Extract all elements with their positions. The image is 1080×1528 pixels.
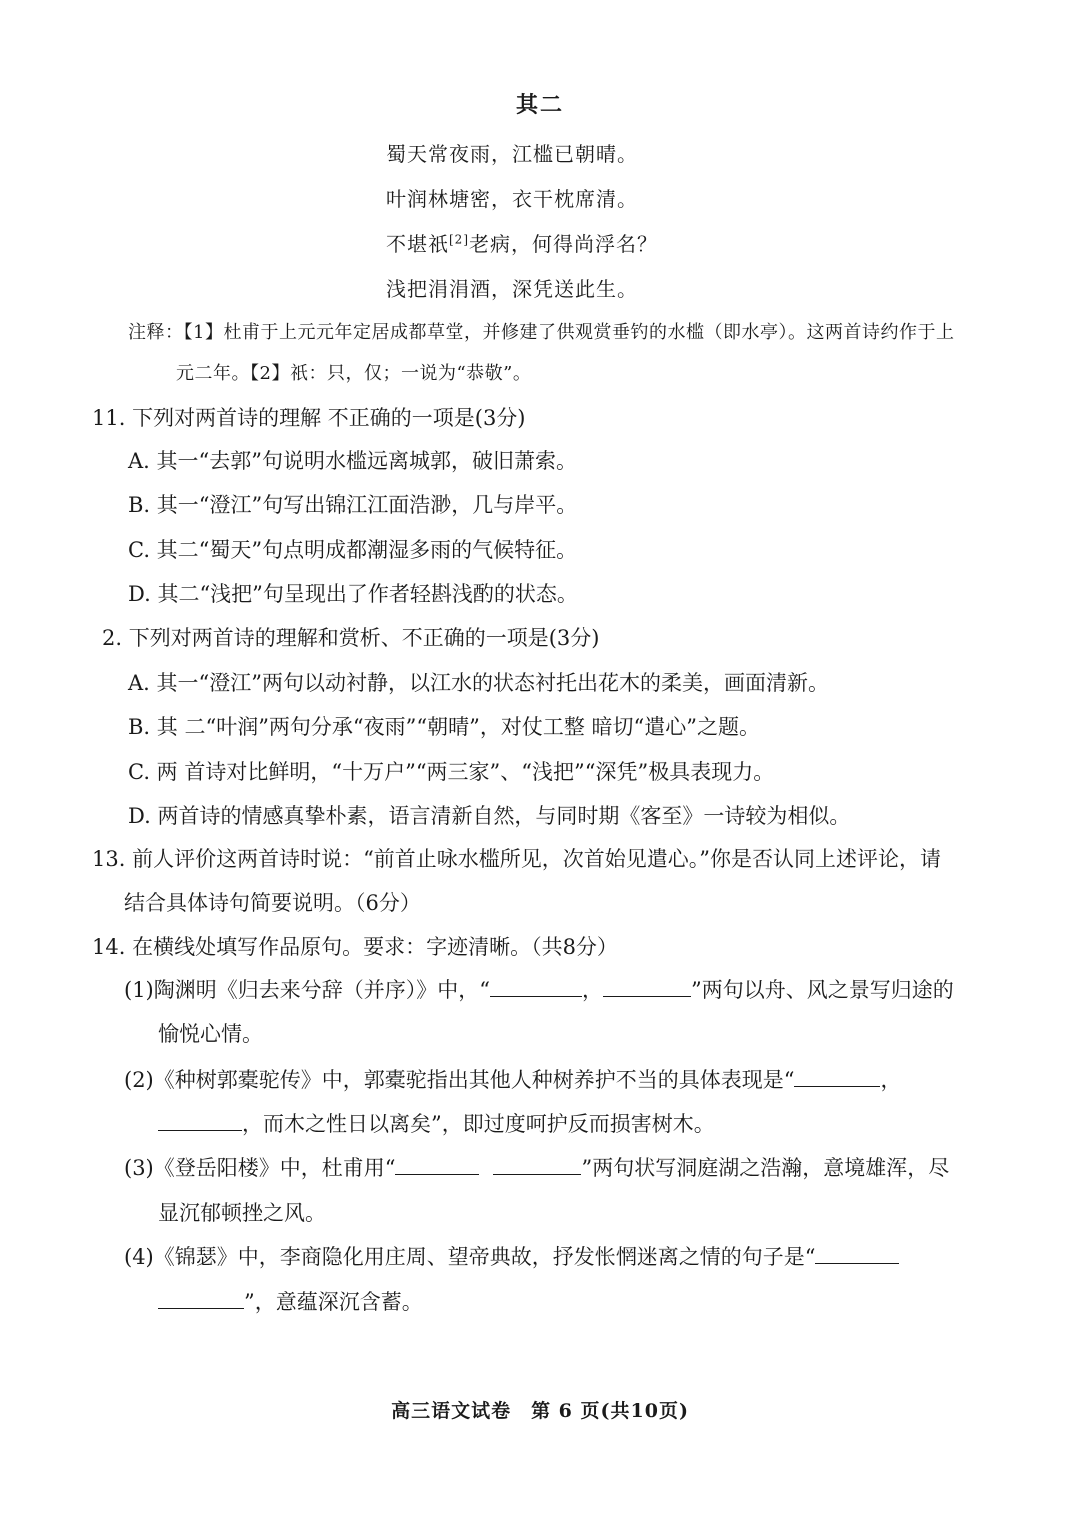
answer-blank[interactable] [493,1156,581,1175]
question-14-stem: 14. 在横线处填写作品原句。要求：字迹清晰。（共8分） [92,935,618,959]
question-13-stem: 结合具体诗句简要说明。（6分） [124,891,421,915]
answer-blank[interactable] [395,1156,479,1175]
question-11-option: B. 其一“澄江”句写出锦江江面浩渺，几与岸平。 [128,493,578,517]
poem-line-text: 老病，何得尚浮名？ [469,232,658,256]
question-12-stem: 2. 下列对两首诗的理解和赏析、不正确的一项是(3分) [102,626,600,650]
question-12-option: D. 两首诗的情感真挚朴素，语言清新自然，与同时期《客至》一诗较为相似。 [128,804,851,828]
question-11-option: D. 其二“浅把”句呈现出了作者轻斟浅酌的状态。 [128,582,578,606]
page-footer: 高三语文试卷 第 6 页(共10页) [391,1400,689,1422]
fill-item-3-cont: 显沉郁顿挫之风。 [158,1201,326,1225]
question-11-option: A. 其一“去郭”句说明水槛远离城郭，破旧萧索。 [128,449,577,473]
poem-line [386,228,658,257]
annotation: 注释：【1】杜甫于上元元年定居成都草堂，并修建了供观赏垂钓的水槛（即水亭）。这两首诗约作于上 [128,322,955,343]
answer-blank[interactable] [815,1245,899,1264]
question-12-option: A. 其一“澄江”两句以动衬静，以江水的状态衬托出花木的柔美，画面清新。 [128,671,829,695]
answer-blank[interactable] [603,978,691,997]
footnote-marker: [2] [449,232,469,247]
fill-item-4-cont [158,1286,423,1316]
fill-text: ”，意蕴深沉含蓄。 [244,1290,423,1314]
fill-text: (4)《锦瑟》中，李商隐化用庄周、望帝典故，抒发怅惘迷离之情的句子是“ [124,1245,816,1269]
question-12-option: C. 两 首诗对比鲜明，“十万户”“两三家”、“浅把”“深凭”极具表现力。 [128,760,775,784]
poem-line: 蜀天常夜雨，江槛已朝晴。 [386,142,638,166]
poem-line: 叶润林塘密，衣干枕席清。 [386,187,638,211]
fill-text: ， [581,978,603,1002]
answer-blank[interactable] [158,1112,242,1131]
answer-blank[interactable] [158,1290,244,1309]
fill-text: ”两句以舟、风之景写归途的 [690,978,954,1002]
fill-text: ”两句状写洞庭湖之浩瀚，意境雄浑，尽 [581,1156,950,1180]
fill-item-2-cont [158,1108,715,1138]
fill-item-3 [124,1152,949,1182]
fill-text: ， [880,1068,902,1092]
fill-item-2 [124,1064,901,1094]
question-13-stem: 13. 前人评价这两首诗时说：“前首止咏水槛所见，次首始见遣心。”你是否认同上述评论，请 [92,847,942,871]
poem-title: 其二 [515,92,564,118]
question-11-option: C. 其二“蜀天”句点明成都潮湿多雨的气候特征。 [128,538,578,562]
question-11-stem: 11. 下列对两首诗的理解 不正确的一项是(3分) [92,406,526,430]
annotation: 元二年。【2】祇：只，仅；一说为“恭敬”。 [176,363,532,384]
answer-blank[interactable] [490,978,582,997]
fill-item-1 [124,974,954,1004]
fill-text: (1)陶渊明《归去来兮辞（并序）》中，“ [124,978,490,1002]
fill-text: (2)《种树郭橐驼传》中，郭橐驼指出其他人种树养护不当的具体表现是“ [124,1068,795,1092]
poem-line-text: 不堪祇 [386,232,449,256]
poem-line: 浅把涓涓酒，深凭送此生。 [386,277,638,301]
answer-blank[interactable] [794,1068,880,1087]
fill-item-4 [124,1241,899,1271]
fill-item-1-cont: 愉悦心情。 [158,1022,263,1046]
fill-text: ，而木之性日以离矣”，即过度呵护反而损害树木。 [242,1112,715,1136]
question-12-option: B. 其 二“叶润”两句分承“夜雨”“朝晴”，对仗工整 暗切“遣心”之题。 [128,715,761,739]
fill-text: (3)《登岳阳楼》中，杜甫用“ [124,1156,396,1180]
